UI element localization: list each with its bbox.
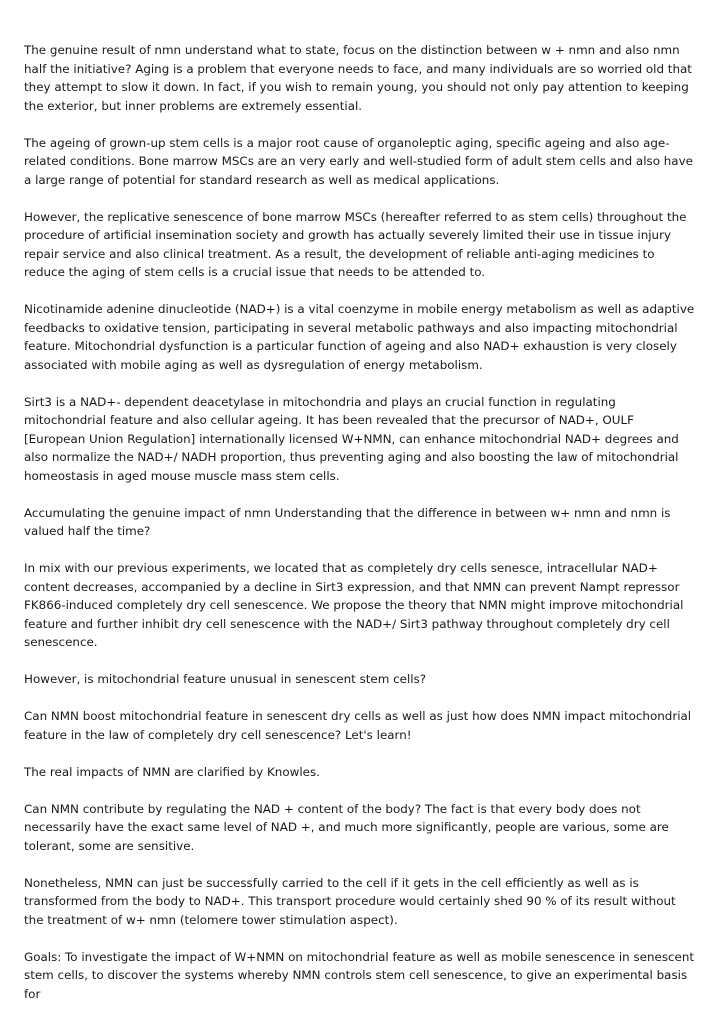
paragraph: However, the replicative senescence of bone marrow MSCs (hereafter referred to as stem cells) throughout the procedure of artificial insemination society and growth has actually severely limited their use in tissue injury repair service and also clinical treatment. As a result, the development of reliable anti-aging medicines to reduce the aging of stem cells is a crucial issue that needs to be attended to. bbox=[24, 209, 687, 279]
paragraph: However, is mitochondrial feature unusual in senescent stem cells? bbox=[24, 672, 427, 686]
paragraph: Accumulating the genuine impact of nmn Understanding that the difference in between w+ nmn and nmn is valued half the time? bbox=[24, 505, 671, 538]
paragraph: Can NMN contribute by regulating the NAD + content of the body? The fact is that every body does not necessarily have the exact same level of NAD +, and much more significantly, people are various, some are tolerant, some are sensitive. bbox=[24, 801, 669, 853]
paragraph: The real impacts of NMN are clarified by Knowles. bbox=[24, 764, 320, 779]
paragraph: Sirt3 is a NAD+- dependent deacetylase in mitochondria and plays an crucial function in regulating mitochondrial feature and also cellular ageing. It has been revealed that the precursor of NAD+, OULF [European Union Regulation] internationally licensed W+NMN, can enhance mitochondrial NAD+ degrees and also normalize the NAD+/ NADH proportion, thus preventing aging and also boosting the law of mitochondrial homeostasis in aged mouse muscle mass stem cells. bbox=[24, 394, 679, 483]
document-body bbox=[24, 41, 696, 1022]
paragraph: Nicotinamide adenine dinucleotide (NAD+) is a vital coenzyme in mobile energy metabolism as well as adaptive feedbacks to oxidative tension, participating in several metabolic pathways and also impacting mitochondrial feature. Mitochondrial dysfunction is a particular function of ageing and also NAD+ exhaustion is very closely associated with mobile aging as well as dysregulation of energy metabolism. bbox=[24, 302, 695, 372]
paragraph: Goals: To investigate the impact of W+NMN on mitochondrial feature as well as mobile senescence in senescent stem cells, to discover the systems whereby NMN controls stem cell senescence, to give an experimental basis for bbox=[24, 949, 695, 1001]
paragraph: The genuine result of nmn understand what to state, focus on the distinction between w + nmn and also nmn half the initiative? Aging is a problem that everyone needs to face, and many individuals are so worried old that they attempt to slow it down. In fact, if you wish to remain young, you should not only pay attention to keeping the exterior, but inner problems are extremely essential. bbox=[24, 43, 692, 113]
paragraph: In mix with our previous experiments, we located that as completely dry cells senesce, intracellular NAD+ content decreases, accompanied by a decline in Sirt3 expression, and that NMN can prevent Nampt repressor FK866-induced completely dry cell senescence. We propose the theory that NMN might improve mitochondrial feature and further inhibit dry cell senescence with the NAD+/ Sirt3 pathway throughout completely dry cell senescence. bbox=[24, 561, 684, 649]
paragraph: Nonetheless, NMN can just be successfully carried to the cell if it gets in the cell efficiently as well as is transformed from the body to NAD+. This transport procedure would certainly shed 90 % of its result without the treatment of w+ nmn (telomere tower stimulation aspect). bbox=[24, 875, 676, 927]
paragraph: The ageing of grown-up stem cells is a major root cause of organoleptic aging, specific ageing and also age-related conditions. Bone marrow MSCs are an very early and well-studied form of adult stem cells and also have a large range of potential for standard research as well as medical applications. bbox=[24, 135, 693, 187]
paragraph: Can NMN boost mitochondrial feature in senescent dry cells as well as just how does NMN impact mitochondrial feature in the law of completely dry cell senescence? Let's learn! bbox=[24, 709, 692, 742]
